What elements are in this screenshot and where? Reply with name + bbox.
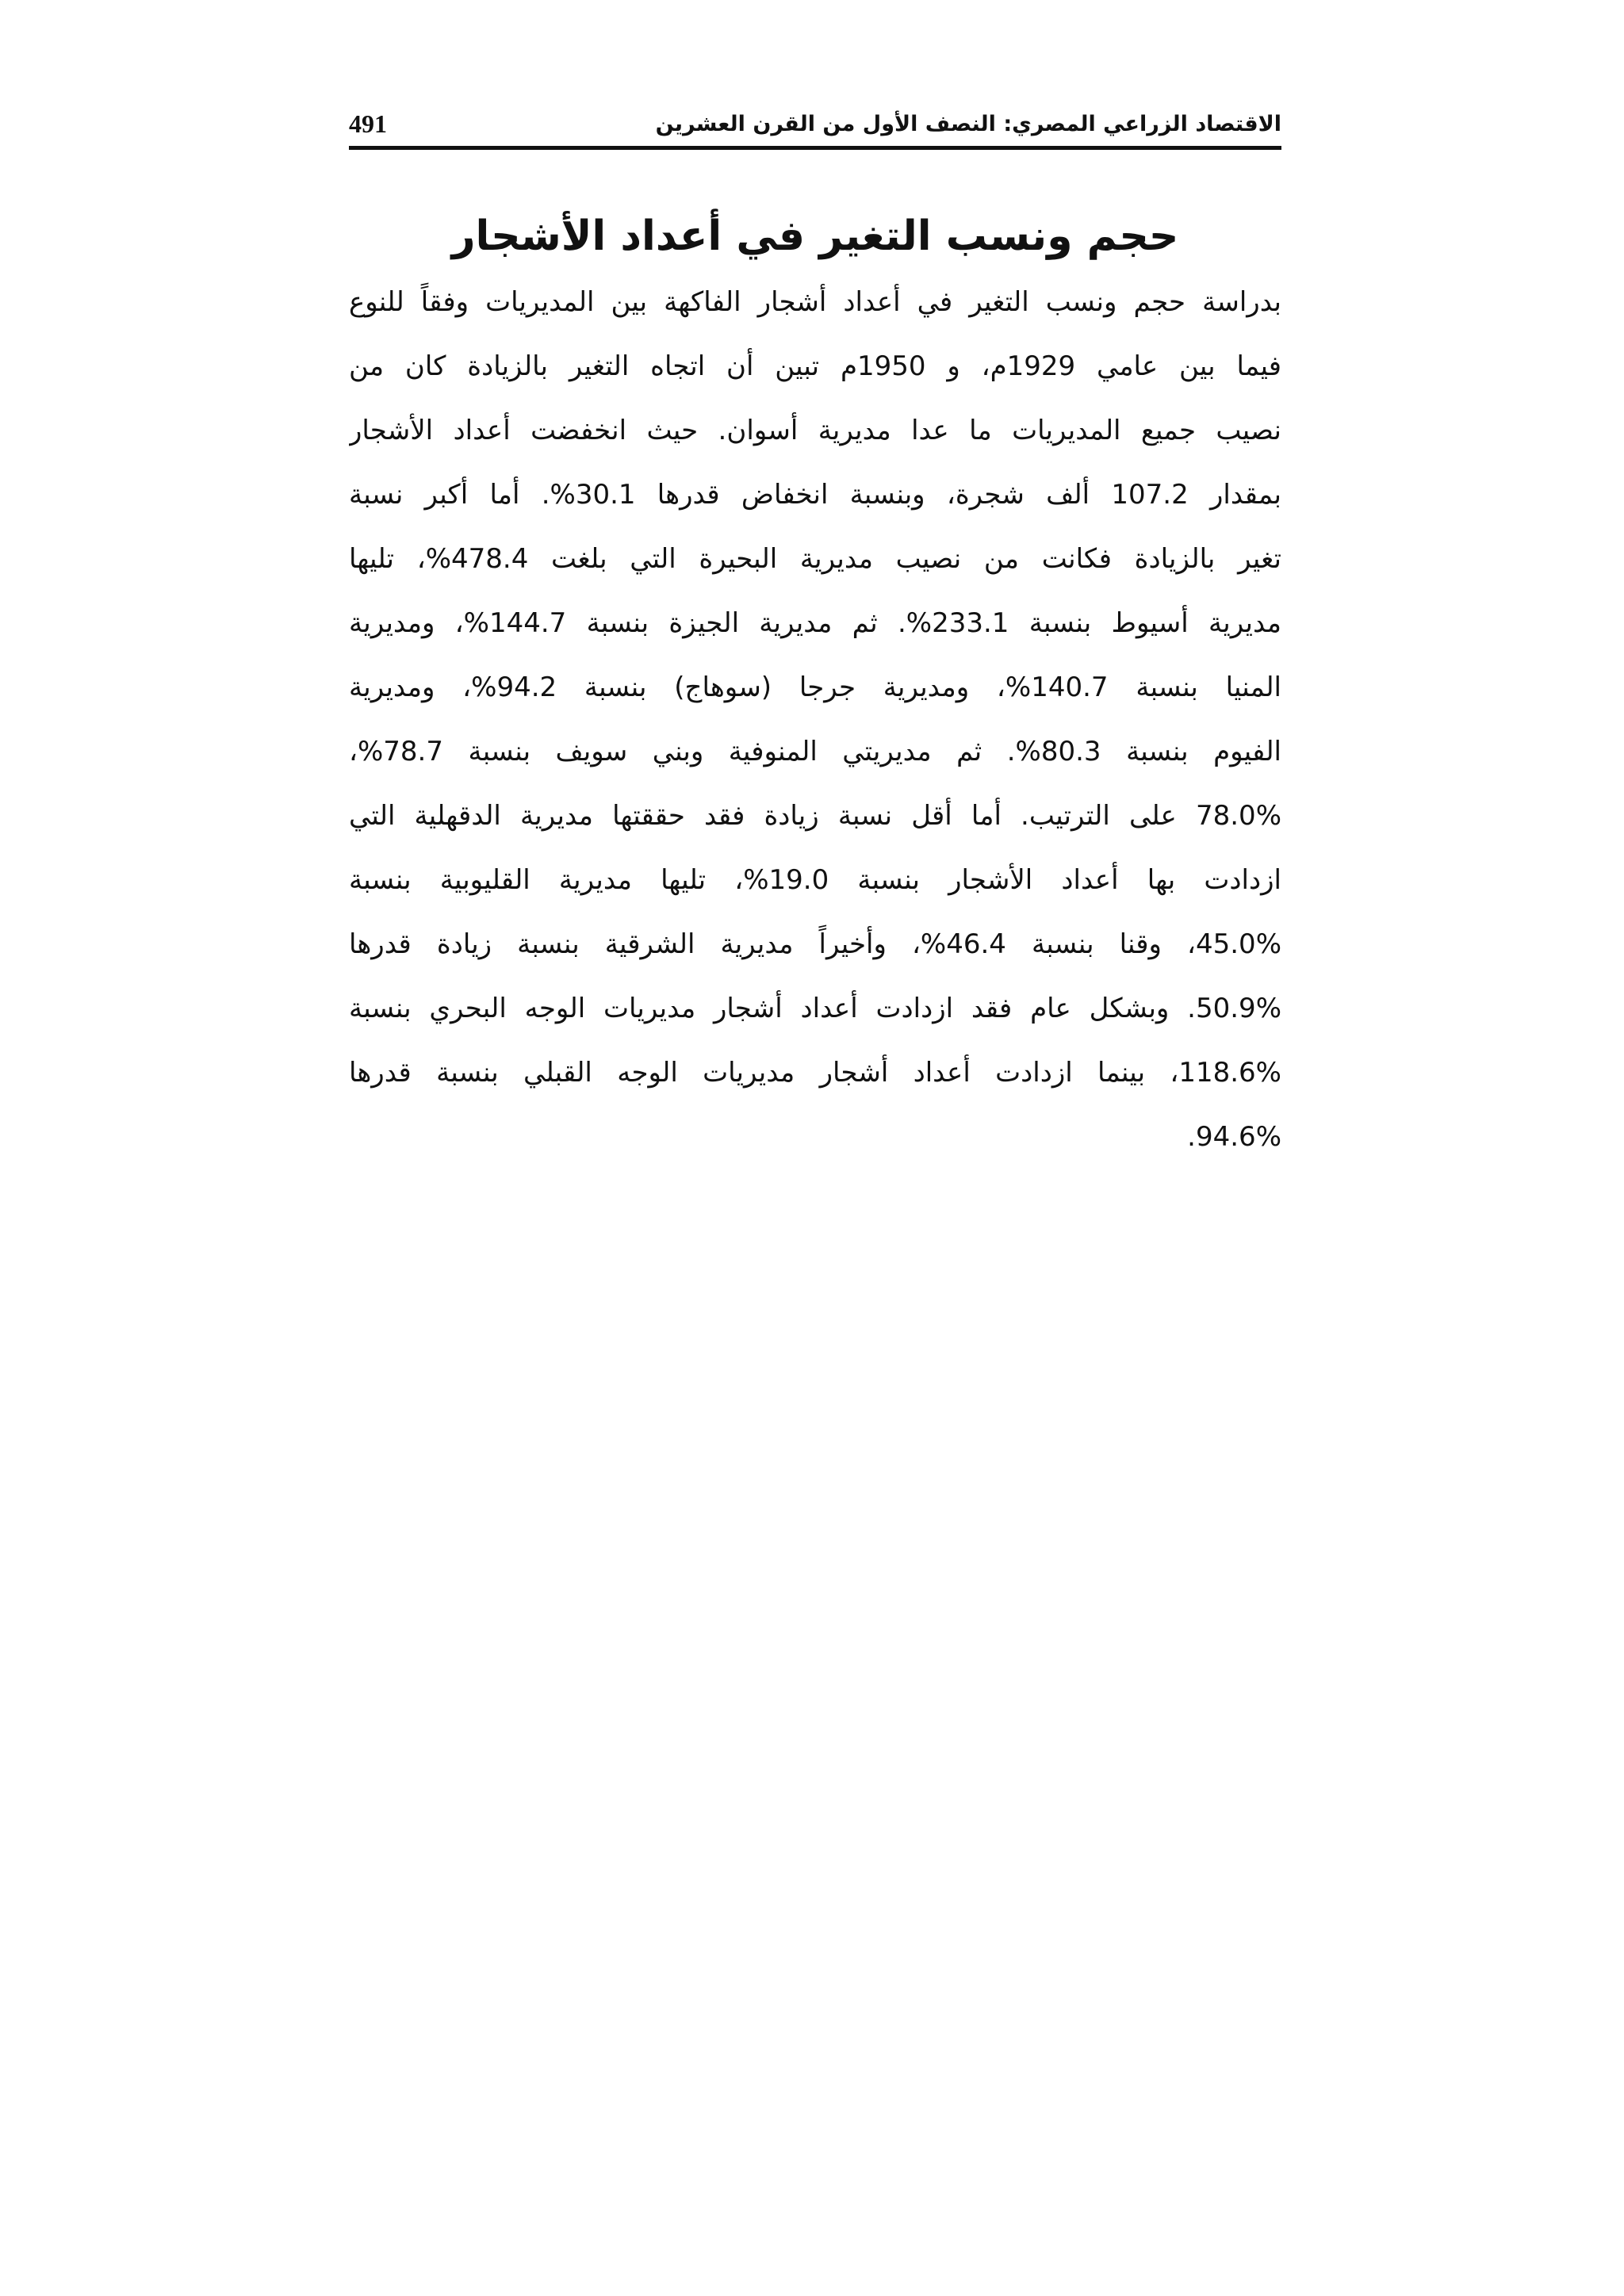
paragraph-line: تغير بالزيادة فكانت من نصيب مديرية البحيرة التي بلغت 478.4%، تليها xyxy=(349,543,1281,575)
running-header-title: الاقتصاد الزراعي المصري: النصف الأول من القرن العشرين xyxy=(655,111,1281,136)
paragraph-line: 45.0%، وقنا بنسبة 46.4%، وأخيراً مديرية الشرقية بنسبة زيادة قدرها xyxy=(349,928,1281,960)
header-rule xyxy=(349,146,1281,150)
section-heading: حجم ونسب التغير في أعداد الأشجار xyxy=(451,212,1179,260)
paragraph-line: ازدادت بها أعداد الأشجار بنسبة 19.0%، تليها مديرية القليوبية بنسبة xyxy=(349,864,1281,896)
paragraph-line: 78.0% على الترتيب. أما أقل نسبة زيادة فقد حققتها مديرية الدقهلية التي xyxy=(349,800,1281,832)
paragraph-line: الفيوم بنسبة 80.3%. ثم مديريتي المنوفية وبني سويف بنسبة 78.7%، xyxy=(349,736,1281,767)
body-paragraph xyxy=(349,270,1281,1169)
paragraph-line: المنيا بنسبة 140.7%، ومديرية جرجا (سوهاج) بنسبة 94.2%، ومديرية xyxy=(349,672,1281,703)
paragraph-line: 94.6%. xyxy=(1187,1121,1281,1153)
paragraph-line: بمقدار 107.2 ألف شجرة، وبنسبة انخفاض قدرها 30.1%. أما أكبر نسبة xyxy=(349,479,1281,511)
paragraph-line: مديرية أسيوط بنسبة 233.1%. ثم مديرية الجيزة بنسبة 144.7%، ومديرية xyxy=(349,607,1281,639)
page-number: 491 xyxy=(349,109,387,138)
paragraph-line: نصيب جميع المديريات ما عدا مديرية أسوان. حيث انخفضت أعداد الأشجار xyxy=(349,415,1281,446)
paragraph-line: 50.9%. وبشكل عام فقد ازدادت أعداد أشجار مديريات الوجه البحري بنسبة xyxy=(349,993,1281,1024)
paragraph-line: بدراسة حجم ونسب التغير في أعداد أشجار الفاكهة بين المديريات وفقاً للنوع xyxy=(349,286,1281,318)
paragraph-line: 118.6%، بينما ازدادت أعداد أشجار مديريات الوجه القبلي بنسبة قدرها xyxy=(349,1057,1281,1089)
running-header xyxy=(349,101,1281,146)
paragraph-line: فيما بين عامي 1929م، و 1950م تبين أن اتجاه التغير بالزيادة كان من xyxy=(349,350,1281,382)
